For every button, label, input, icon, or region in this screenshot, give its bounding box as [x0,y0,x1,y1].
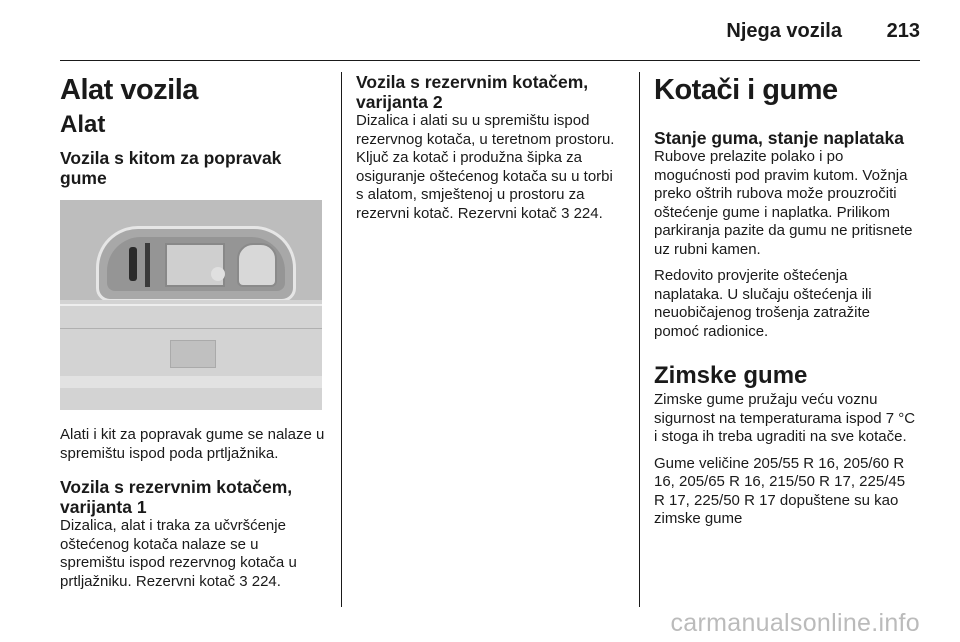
column-1 [60,72,326,591]
watermark: carmanualsonline.info [670,609,920,637]
page-header [60,0,920,61]
column-divider [341,72,342,607]
paragraph: Zimske gume pružaju veću voznu sigurnost na temperaturama ispod 7 °C i stoga ih treba ugraditi na sve kotače. [654,391,916,445]
column-2 [356,72,624,223]
paragraph: Gume veličine 205/55 R 16, 205/60 R 16, 205/65 R 16, 215/50 R 17, 225/45 R 17, 225/50 R 17 dopuštene su kao zimske gume [654,454,906,527]
paragraph: Dizalica, alat i traka za učvršćenje oštećenog kotača nalaze se u spremištu ispod rezervnog kotača u prtljažniku. Rezervni kotač 3 224. [60,517,297,590]
paragraph: Rubove prelazite polako i po mogućnosti pod pravim kutom. Vožnja preko oštrih rubova može prouzročiti oštećenje gume i naplatka. Prilikom parkiranja pazite da gumu ne pritisnete uz rubni kamen. [654,148,913,258]
figure-caption: Alati i kit za popravak gume se nalaze u spremištu ispod poda prtljažnika. [60,426,325,462]
paragraph: Dizalica i alati su u spremištu ispod rezervnog kotača, u teretnom prostoru. Ključ za kotač i produžna šipka za osiguranje oštećenog kotača su u torbi s alatom, smještenoj u prostoru za rezervni kotač. Rezervni kotač 3 224. [356,112,615,222]
column-3 [654,72,918,529]
page-number: 213 [886,20,920,42]
tool-storage-illustration [60,200,322,410]
section-title: Njega vozila [726,20,842,42]
paragraph: Redovito provjerite oštećenja naplataka. U slučaju oštećenja ili neuobičajenog trošenja zatražite pomoć radionice. [654,267,872,340]
chapter-title: Alat vozila [60,74,198,106]
subsection-heading: Vozila s rezervnim kotačem, varijanta 2 [356,72,589,112]
subsection-heading: Stanje guma, stanje naplataka [654,128,904,148]
section-heading: Zimske gume [654,362,808,389]
section-heading: Alat [60,111,106,138]
subsection-heading: Vozila s kitom za popravak gume [60,148,282,188]
column-divider [639,72,640,607]
subsection-heading: Vozila s rezervnim kotačem, varijanta 1 [60,477,293,517]
chapter-title: Kotači i gume [654,74,838,106]
